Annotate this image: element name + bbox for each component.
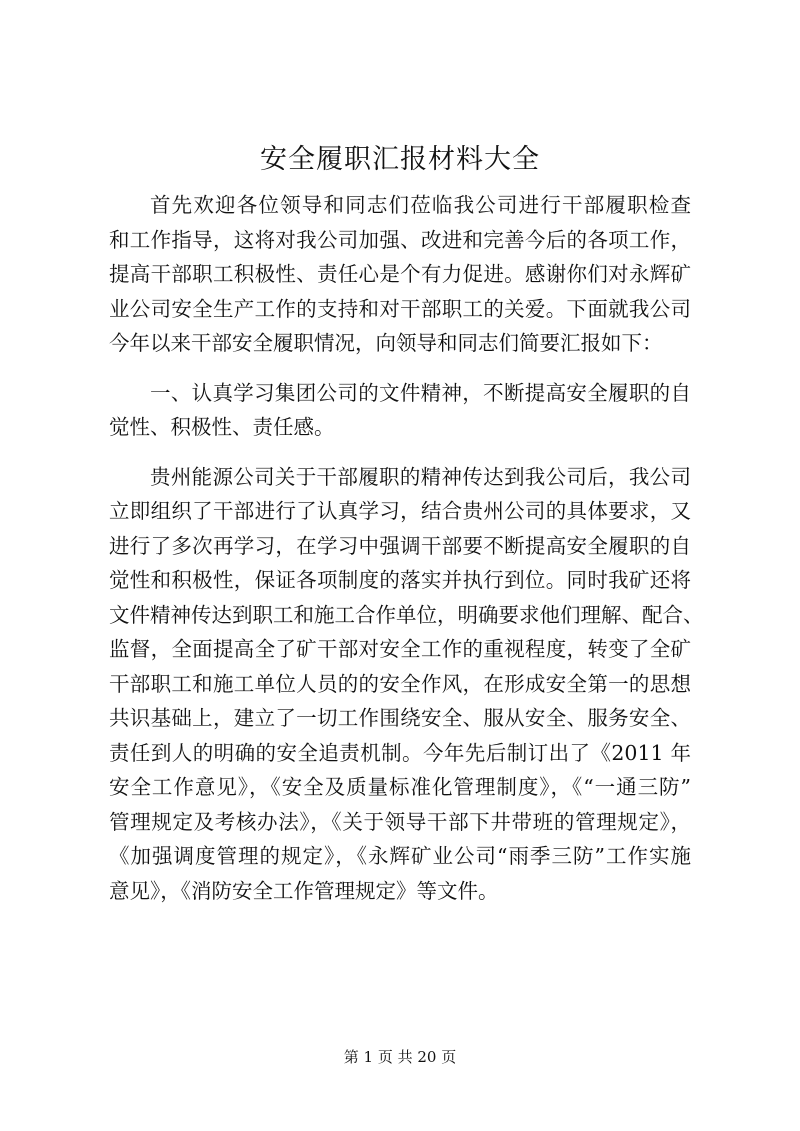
paragraph-line: 首先欢迎各位领导和同志们莅临我公司进行干部履职检查 [150,193,691,217]
paragraph-line: 觉性和积极性，保证各项制度的落实并执行到位。同时我矿还将 [109,568,691,592]
page-number-label: 第 1 页 共 20 页 [343,1048,457,1066]
paragraph-line: 一、认真学习集团公司的文件精神，不断提高安全履职的自 [150,380,691,405]
paragraph-line: 业公司安全生产工作的支持和对干部职工的关爱。下面就我公司 [109,296,691,321]
paragraph-line: 共识基础上，建立了一切工作围绕安全、服从安全、服务安全、 [109,706,691,730]
paragraph-line: 今年以来干部安全履职情况，向领导和同志们简要汇报如下： [109,331,663,355]
paragraph-guizhou-energy [109,460,704,909]
paragraph-line: 管理规定及考核办法》，《关于领导干部下井带班的管理规定》， [109,809,691,834]
document-body [109,188,704,908]
paragraph-line: 责任到人的明确的安全追责机制。今年先后制订出了《2011 年 [109,740,691,765]
section-heading-1 [109,376,691,445]
paragraph-line: 监督，全面提高全了矿干部对安全工作的重视程度，转变了全矿 [109,637,691,661]
paragraph-line: 和工作指导，这将对我公司加强、改进和完善今后的各项工作， [109,227,691,252]
paragraph-line: 安全工作意见》，《安全及质量标准化管理制度》，《“一通三防” [109,775,691,799]
paragraph-intro [109,188,691,361]
paragraph-line: 提高干部职工积极性、责任心是个有力促进。感谢你们对永辉矿 [109,262,691,286]
paragraph-line: 文件精神传达到职工和施工合作单位，明确要求他们理解、配合、 [109,602,704,627]
page-footer [0,1047,800,1067]
paragraph-line: 《加强调度管理的规定》，《永辉矿业公司“雨季三防”工作实施 [109,844,691,868]
paragraph-line: 觉性、积极性、责任感。 [109,415,335,439]
paragraph-line: 干部职工和施工单位人员的的安全作风，在形成安全第一的思想 [109,671,691,696]
paragraph-line: 立即组织了干部进行了认真学习，结合贵州公司的具体要求，又 [109,499,691,523]
paragraph-line: 贵州能源公司关于干部履职的精神传达到我公司后，我公司 [150,464,691,489]
paragraph-line: 进行了多次再学习，在学习中强调干部要不断提高安全履职的自 [109,533,691,558]
document-title: 安全履职汇报材料大全 [260,144,540,175]
paragraph-line: 意见》，《消防安全工作管理规定》等文件。 [109,878,499,903]
